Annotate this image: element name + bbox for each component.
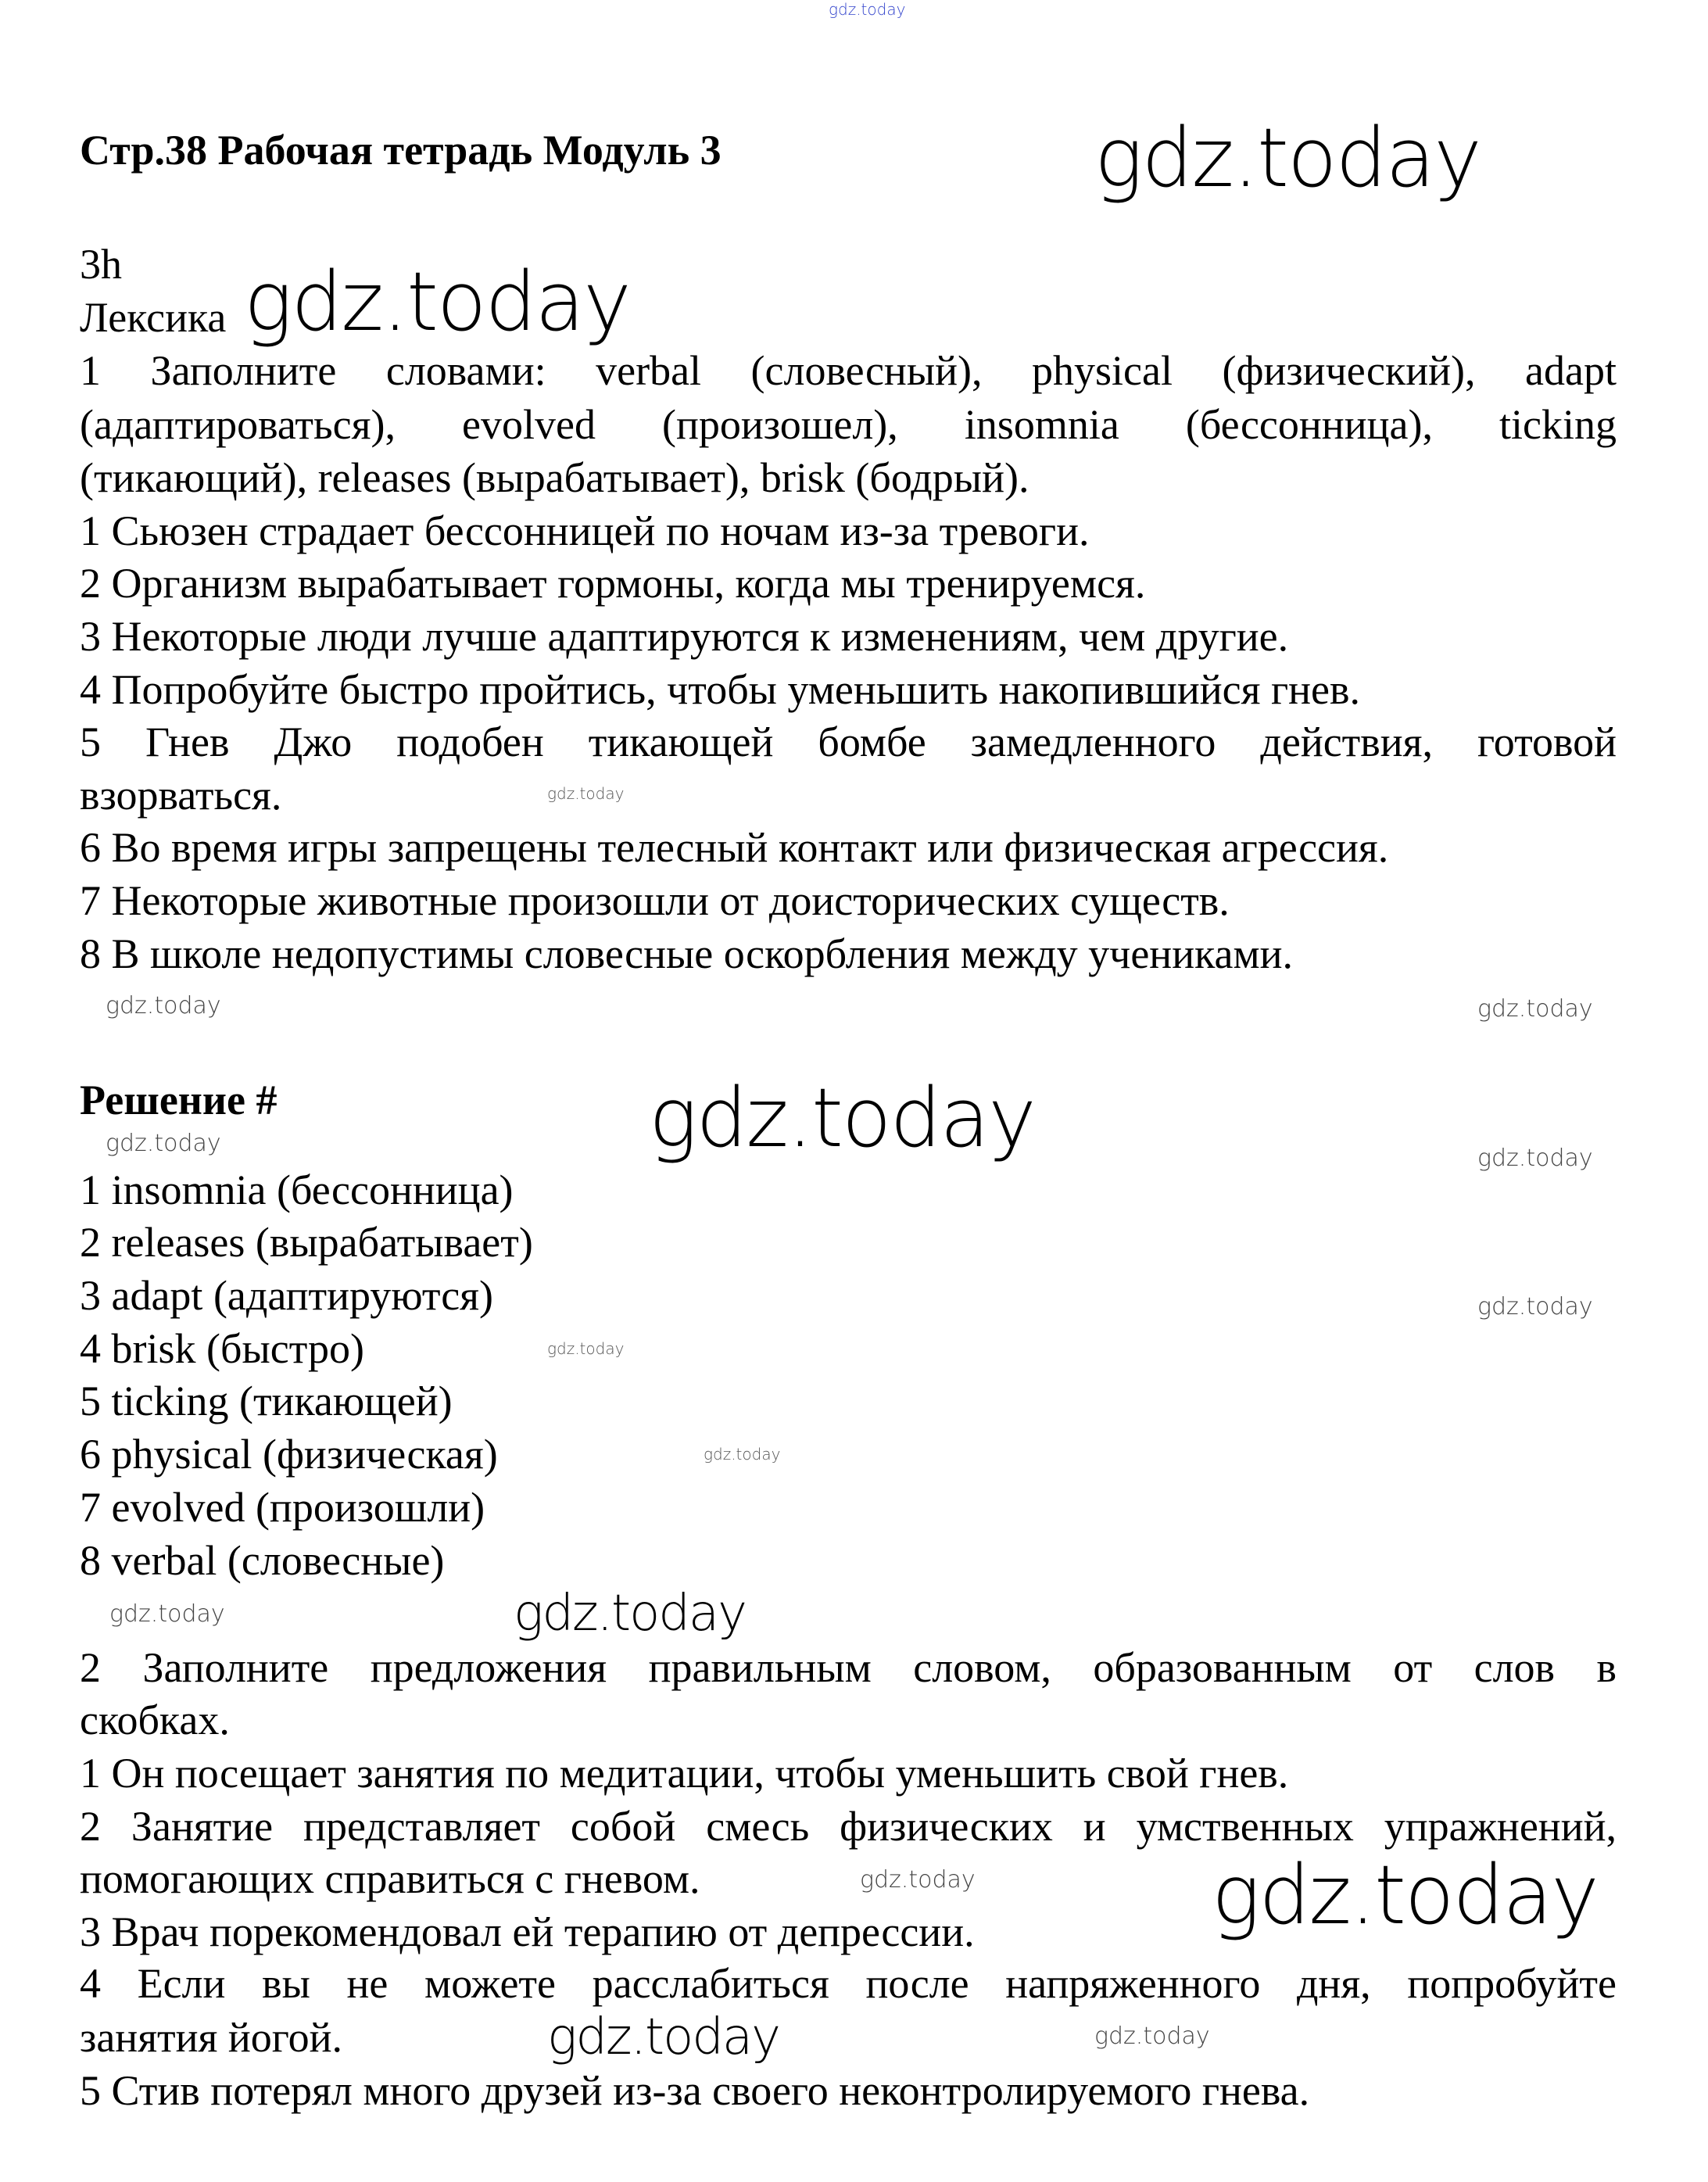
task1-sentence: 6 Во время игры запрещены телесный контакт или физическая агрессия. xyxy=(80,824,1389,871)
watermark-large: gdz.today xyxy=(1212,1847,1598,1943)
task2-line: занятия йогой. xyxy=(80,2014,342,2061)
watermark-small: gdz.today xyxy=(1477,995,1593,1023)
solution-answer: 6 physical (физическая) xyxy=(80,1431,498,1478)
task2-line: 4 Если вы не можете расслабиться после напряженного дня, попробуйте xyxy=(80,1960,1617,2007)
watermark-large: gdz.today xyxy=(649,1070,1035,1166)
task2-line: скобках. xyxy=(80,1697,230,1743)
watermark-large: gdz.today xyxy=(1094,110,1481,206)
solution-answer: 3 adapt (адаптируются) xyxy=(80,1272,493,1319)
watermark-medium: gdz.today xyxy=(547,2008,779,2066)
watermark-small: gdz.today xyxy=(1477,1293,1593,1320)
task2-line: 3 Врач порекомендовал ей терапию от депрессии. xyxy=(80,1908,975,1955)
task1-sentence: 8 В школе недопустимы словесные оскорбления между учениками. xyxy=(80,930,1294,977)
watermark-large: gdz.today xyxy=(244,254,630,349)
task1-sentence: взорваться. xyxy=(80,772,282,819)
section-code: 3h xyxy=(80,241,122,288)
task2-line: помогающих справиться с гневом. xyxy=(80,1855,700,1902)
solution-answer: 2 releases (вырабатывает) xyxy=(80,1219,533,1266)
task1-instruction-line: (адаптироваться), evolved (произошел), insomnia (бессонница), ticking xyxy=(80,401,1617,448)
watermark-small: gdz.today xyxy=(1477,1145,1593,1172)
watermark-tiny: gdz.today xyxy=(547,1339,625,1358)
task1-sentence: 7 Некоторые животные произошли от доисторических существ. xyxy=(80,877,1230,924)
task1-instruction-line: 1 Заполните словами: verbal (словесный), physical (физический), adapt xyxy=(80,347,1617,394)
task2-line: 2 Занятие представляет собой смесь физических и умственных упражнений, xyxy=(80,1803,1617,1850)
solution-heading: Решение # xyxy=(80,1077,278,1123)
task2-line: 5 Стив потерял много друзей из-за своего неконтролируемого гнева. xyxy=(80,2067,1310,2114)
watermark-tiny: gdz.today xyxy=(704,1445,781,1464)
watermark-tiny: gdz.today xyxy=(547,784,625,803)
task1-sentence: 4 Попробуйте быстро пройтись, чтобы уменьшить накопившийся гнев. xyxy=(80,666,1360,713)
solution-answer: 5 ticking (тикающей) xyxy=(80,1378,453,1424)
task1-instruction-line: (тикающий), releases (вырабатывает), brisk (бодрый). xyxy=(80,454,1029,501)
watermark-small: gdz.today xyxy=(106,992,221,1019)
watermark-small: gdz.today xyxy=(109,1600,225,1628)
section-name: Лексика xyxy=(80,294,227,341)
solution-answer: 8 verbal (словесные) xyxy=(80,1537,445,1584)
solution-answer: 4 brisk (быстро) xyxy=(80,1325,364,1372)
watermark-small: gdz.today xyxy=(860,1866,976,1894)
page-title: Стр.38 Рабочая тетрадь Модуль 3 xyxy=(80,127,722,174)
task1-sentence: 5 Гнев Джо подобен тикающей бомбе замедленного действия, готовой xyxy=(80,718,1617,765)
watermark-small: gdz.today xyxy=(1094,2023,1210,2050)
task1-sentence: 2 Организм вырабатывает гормоны, когда мы тренируемся. xyxy=(80,560,1146,607)
watermark-small: gdz.today xyxy=(106,1130,221,1157)
watermark-top: gdz.today xyxy=(829,0,906,19)
task2-line: 2 Заполните предложения правильным словом, образованным от слов в xyxy=(80,1644,1617,1691)
task1-sentence: 1 Сьюзен страдает бессонницей по ночам из-за тревоги. xyxy=(80,507,1090,554)
task1-sentence: 3 Некоторые люди лучше адаптируются к изменениям, чем другие. xyxy=(80,613,1289,660)
solution-answer: 7 evolved (произошли) xyxy=(80,1484,485,1531)
watermark-medium: gdz.today xyxy=(514,1585,746,1643)
solution-answer: 1 insomnia (бессонница) xyxy=(80,1166,514,1213)
task2-line: 1 Он посещает занятия по медитации, чтобы уменьшить свой гнев. xyxy=(80,1750,1289,1797)
